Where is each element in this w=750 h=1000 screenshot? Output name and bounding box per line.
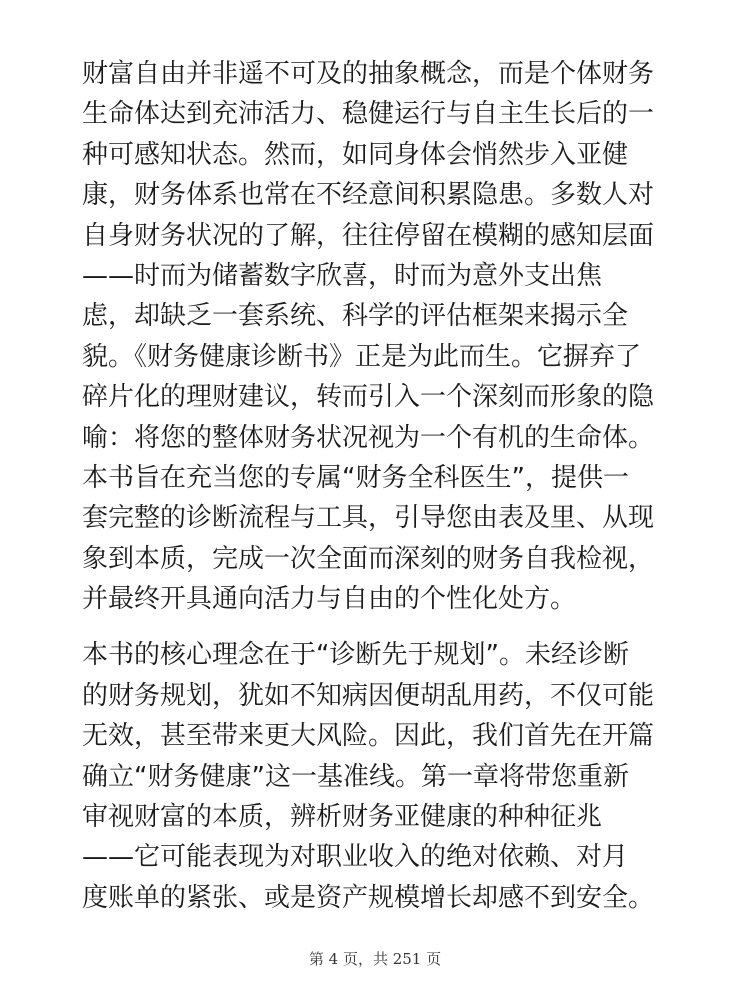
text-line: 康，财务体系也常在不经意间积累隐患。多数人对 xyxy=(82,180,655,211)
paragraph-1 xyxy=(82,54,692,619)
text-line: 生命体达到充沛活力、稳健运行与自主生长后的一 xyxy=(82,99,655,130)
page-number: 第 4 页，共 251 页 xyxy=(308,950,442,968)
text-line: 财富自由并非遥不可及的抽象概念，而是个体财务 xyxy=(82,59,655,89)
text-line: 种可感知状态。然而，如同身体会悄然步入亚健 xyxy=(82,139,629,170)
text-line: 虑，却缺乏一套系统、科学的评估框架来揭示全 xyxy=(82,301,629,332)
text-line: 审视财富的本质，辨析财务亚健康的种种征兆 xyxy=(82,802,603,833)
text-line: 本书的核心理念在于“诊断先于规划”。未经诊断 xyxy=(82,640,629,671)
text-line: ——时而为储蓄数字欣喜，时而为意外支出焦 xyxy=(82,260,603,291)
text-line: 自身财务状况的了解，往往停留在模糊的感知层面 xyxy=(82,220,655,251)
text-line: 确立“财务健康”这一基准线。第一章将带您重新 xyxy=(82,761,629,792)
text-line: 并最终开具通向活力与自由的个性化处方。 xyxy=(82,584,577,615)
text-line: 的财务规划，犹如不知病因便胡乱用药，不仅可能 xyxy=(82,680,655,711)
text-line: 套完整的诊断流程与工具，引导您由表及里、从现 xyxy=(82,503,655,534)
text-line: 象到本质，完成一次全面而深刻的财务自我检视， xyxy=(82,543,655,574)
text-line: 碎片化的理财建议，转而引入一个深刻而形象的隐 xyxy=(82,382,655,413)
text-line: 度账单的紧张、或是资产规模增长却感不到安全。 xyxy=(82,882,655,913)
body-text xyxy=(82,54,692,918)
text-line: 本书旨在充当您的专属“财务全科医生”，提供一 xyxy=(82,462,629,493)
text-line: 貌。《财务健康诊断书》正是为此而生。它摒弃了 xyxy=(82,341,642,372)
text-line: ——它可能表现为对职业收入的绝对依赖、对月 xyxy=(82,842,629,873)
paragraph-2 xyxy=(82,635,692,918)
text-line: 喻：将您的整体财务状况视为一个有机的生命体。 xyxy=(82,422,655,453)
text-line: 无效，甚至带来更大风险。因此，我们首先在开篇 xyxy=(82,721,655,752)
